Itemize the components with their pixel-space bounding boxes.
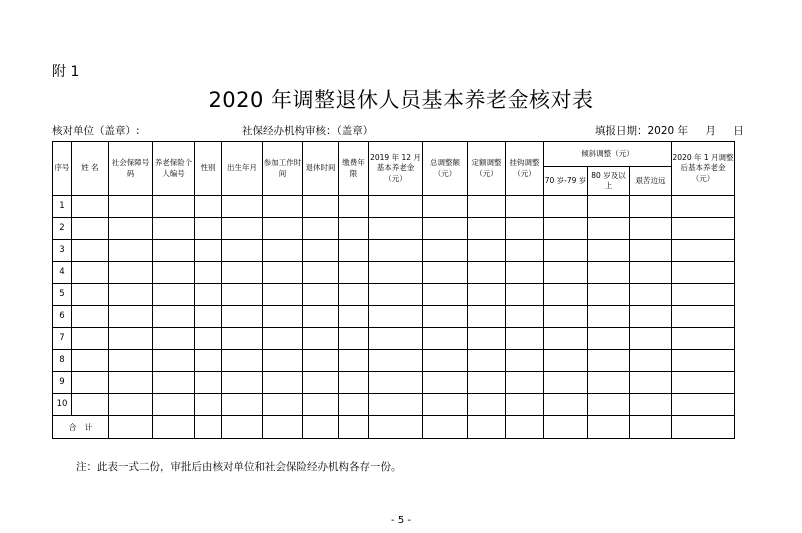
table-cell[interactable] <box>630 284 672 306</box>
table-cell[interactable] <box>195 394 222 416</box>
table-cell[interactable] <box>588 328 630 350</box>
table-cell[interactable] <box>423 262 468 284</box>
table-cell[interactable] <box>303 350 339 372</box>
table-cell[interactable] <box>153 196 195 218</box>
table-cell[interactable] <box>630 394 672 416</box>
table-cell[interactable] <box>303 284 339 306</box>
table-cell[interactable] <box>339 196 369 218</box>
table-cell[interactable] <box>109 350 153 372</box>
table-cell[interactable] <box>195 350 222 372</box>
total-cell[interactable] <box>369 416 423 439</box>
table-cell[interactable] <box>303 262 339 284</box>
table-cell[interactable] <box>630 306 672 328</box>
table-cell[interactable] <box>468 372 506 394</box>
date-label: 填报日期：2020 年 <box>595 125 689 137</box>
table-cell[interactable] <box>339 240 369 262</box>
table-cell[interactable] <box>630 218 672 240</box>
table-cell[interactable] <box>109 372 153 394</box>
table-row <box>53 262 735 284</box>
row-number: 5 <box>53 284 72 306</box>
header-name: 姓 名 <box>72 142 109 196</box>
table-cell[interactable] <box>672 350 735 372</box>
table-cell[interactable] <box>506 240 544 262</box>
table-cell[interactable] <box>544 240 588 262</box>
table-cell[interactable] <box>72 372 109 394</box>
table-cell[interactable] <box>630 196 672 218</box>
table-cell[interactable] <box>222 196 263 218</box>
table-cell[interactable] <box>109 306 153 328</box>
total-cell[interactable] <box>222 416 263 439</box>
table-cell[interactable] <box>222 240 263 262</box>
table-cell[interactable] <box>153 240 195 262</box>
row-number: 9 <box>53 372 72 394</box>
table-cell[interactable] <box>263 372 303 394</box>
table-cell[interactable] <box>468 240 506 262</box>
table-cell[interactable] <box>544 196 588 218</box>
header-linked-adjust: 挂钩调整（元） <box>506 142 544 196</box>
table-cell[interactable] <box>195 306 222 328</box>
table-cell[interactable] <box>339 306 369 328</box>
table-cell[interactable] <box>222 306 263 328</box>
table-cell[interactable] <box>423 284 468 306</box>
table-cell[interactable] <box>369 196 423 218</box>
table-cell[interactable] <box>588 350 630 372</box>
table-cell[interactable] <box>672 196 735 218</box>
table-cell[interactable] <box>588 394 630 416</box>
header-pension-2020: 2020 年 1 月调整后基本养老金（元） <box>672 142 735 196</box>
table-cell[interactable] <box>109 240 153 262</box>
total-cell[interactable] <box>423 416 468 439</box>
table-row <box>53 350 735 372</box>
table-cell[interactable] <box>468 394 506 416</box>
table-cell[interactable] <box>369 372 423 394</box>
header-pension-2019: 2019 年 12 月基本养老金（元） <box>369 142 423 196</box>
table-cell[interactable] <box>72 262 109 284</box>
table-cell[interactable] <box>468 196 506 218</box>
unit-label: 核对单位（盖章）: <box>52 125 140 137</box>
table-cell[interactable] <box>109 218 153 240</box>
table-cell[interactable] <box>153 218 195 240</box>
table-cell[interactable] <box>423 306 468 328</box>
table-cell[interactable] <box>544 350 588 372</box>
table-cell[interactable] <box>109 328 153 350</box>
table-row <box>53 372 735 394</box>
total-cell[interactable] <box>672 416 735 439</box>
total-cell[interactable] <box>195 416 222 439</box>
total-cell[interactable] <box>506 416 544 439</box>
table-cell[interactable] <box>588 240 630 262</box>
table-cell[interactable] <box>672 328 735 350</box>
total-cell[interactable] <box>109 416 153 439</box>
table-cell[interactable] <box>506 394 544 416</box>
table-cell[interactable] <box>506 306 544 328</box>
total-cell[interactable] <box>468 416 506 439</box>
table-cell[interactable] <box>672 394 735 416</box>
table-cell[interactable] <box>303 328 339 350</box>
total-cell[interactable] <box>544 416 588 439</box>
table-cell[interactable] <box>672 284 735 306</box>
table-cell[interactable] <box>222 372 263 394</box>
row-number: 2 <box>53 218 72 240</box>
page-number: - 5 - <box>391 515 411 526</box>
table-cell[interactable] <box>339 262 369 284</box>
table-cell[interactable] <box>72 328 109 350</box>
table-cell[interactable] <box>672 372 735 394</box>
row-number: 4 <box>53 262 72 284</box>
row-number: 3 <box>53 240 72 262</box>
table-cell[interactable] <box>588 284 630 306</box>
table-row <box>53 218 735 240</box>
table-cell[interactable] <box>195 196 222 218</box>
table-cell[interactable] <box>263 196 303 218</box>
table-cell[interactable] <box>544 284 588 306</box>
table-cell[interactable] <box>369 262 423 284</box>
table-cell[interactable] <box>303 394 339 416</box>
table-cell[interactable] <box>263 394 303 416</box>
table-cell[interactable] <box>72 306 109 328</box>
table-cell[interactable] <box>672 218 735 240</box>
table-cell[interactable] <box>195 284 222 306</box>
header-ss-code: 社会保障号码 <box>109 142 153 196</box>
table-cell[interactable] <box>339 284 369 306</box>
table-cell[interactable] <box>588 372 630 394</box>
table-row <box>53 328 735 350</box>
table-cell[interactable] <box>630 328 672 350</box>
review-label: 社保经办机构审核：（盖章） <box>242 125 374 137</box>
month-label: 月 <box>705 125 716 137</box>
table-cell[interactable] <box>339 328 369 350</box>
total-cell[interactable] <box>303 416 339 439</box>
table-row <box>53 196 735 218</box>
table-cell[interactable] <box>506 218 544 240</box>
table-cell[interactable] <box>263 262 303 284</box>
row-number: 7 <box>53 328 72 350</box>
table-cell[interactable] <box>672 262 735 284</box>
table-row <box>53 284 735 306</box>
table-cell[interactable] <box>109 394 153 416</box>
total-cell[interactable] <box>263 416 303 439</box>
table-cell[interactable] <box>468 306 506 328</box>
header-remote: 艰苦边远 <box>630 167 672 196</box>
table-cell[interactable] <box>369 284 423 306</box>
table-cell[interactable] <box>468 284 506 306</box>
table-cell[interactable] <box>195 240 222 262</box>
table-cell[interactable] <box>544 372 588 394</box>
table-cell[interactable] <box>369 394 423 416</box>
table-cell[interactable] <box>153 262 195 284</box>
row-number: 10 <box>53 394 72 416</box>
table-cell[interactable] <box>303 196 339 218</box>
total-label: 合 计 <box>53 416 109 439</box>
table-cell[interactable] <box>588 262 630 284</box>
table-cell[interactable] <box>468 328 506 350</box>
table-cell[interactable] <box>263 218 303 240</box>
table-cell[interactable] <box>222 350 263 372</box>
header-seq: 序号 <box>53 142 72 196</box>
table-cell[interactable] <box>544 306 588 328</box>
table-cell[interactable] <box>506 328 544 350</box>
table-cell[interactable] <box>339 394 369 416</box>
table-cell[interactable] <box>672 306 735 328</box>
table-cell[interactable] <box>153 328 195 350</box>
table-cell[interactable] <box>544 262 588 284</box>
header-birth: 出生年月 <box>222 142 263 196</box>
table-cell[interactable] <box>72 284 109 306</box>
table-cell[interactable] <box>369 306 423 328</box>
table-cell[interactable] <box>423 372 468 394</box>
table-cell[interactable] <box>339 372 369 394</box>
row-number: 1 <box>53 196 72 218</box>
table-cell[interactable] <box>222 328 263 350</box>
table-cell[interactable] <box>423 196 468 218</box>
header-pension-id: 养老保险个人编号 <box>153 142 195 196</box>
table-cell[interactable] <box>263 350 303 372</box>
header-gender: 性别 <box>195 142 222 196</box>
table-cell[interactable] <box>222 218 263 240</box>
day-label: 日 <box>733 125 744 137</box>
header-total-adjust: 总调整额（元） <box>423 142 468 196</box>
table-cell[interactable] <box>468 218 506 240</box>
table-cell[interactable] <box>339 350 369 372</box>
total-row <box>53 416 735 439</box>
total-cell[interactable] <box>153 416 195 439</box>
table-cell[interactable] <box>423 218 468 240</box>
table-cell[interactable] <box>222 284 263 306</box>
table-cell[interactable] <box>672 240 735 262</box>
table-row <box>53 306 735 328</box>
table-cell[interactable] <box>369 218 423 240</box>
header-pay-years: 缴费年限 <box>339 142 369 196</box>
table-cell[interactable] <box>423 350 468 372</box>
table-cell[interactable] <box>109 262 153 284</box>
table-cell[interactable] <box>369 328 423 350</box>
table-cell[interactable] <box>468 262 506 284</box>
table-cell[interactable] <box>195 328 222 350</box>
header-row-top <box>53 142 735 167</box>
table-cell[interactable] <box>303 218 339 240</box>
row-number: 6 <box>53 306 72 328</box>
header-retire-time: 退休时间 <box>303 142 339 196</box>
table-cell[interactable] <box>195 262 222 284</box>
footnote: 注：此表一式二份，审批后由核对单位和社会保险经办机构各存一份。 <box>76 461 402 473</box>
table-cell[interactable] <box>544 394 588 416</box>
table-row <box>53 394 735 416</box>
table-cell[interactable] <box>72 394 109 416</box>
table-cell[interactable] <box>630 262 672 284</box>
table-cell[interactable] <box>263 240 303 262</box>
table-cell[interactable] <box>588 218 630 240</box>
table-cell[interactable] <box>544 218 588 240</box>
date-line <box>595 123 744 138</box>
table-row <box>53 240 735 262</box>
table-cell[interactable] <box>369 240 423 262</box>
table-cell[interactable] <box>468 350 506 372</box>
table-cell[interactable] <box>369 350 423 372</box>
header-tilt-adjust: 倾斜调整（元） <box>544 142 672 167</box>
table-cell[interactable] <box>109 196 153 218</box>
table-cell[interactable] <box>195 372 222 394</box>
page-title: 2020 年调整退休人员基本养老金核对表 <box>208 88 594 112</box>
header-age-80-plus: 80 岁及以上 <box>588 167 630 196</box>
table-cell[interactable] <box>339 218 369 240</box>
table-body <box>53 196 735 416</box>
table-cell[interactable] <box>588 306 630 328</box>
table-cell[interactable] <box>72 218 109 240</box>
table-cell[interactable] <box>109 284 153 306</box>
table-cell[interactable] <box>630 372 672 394</box>
table-cell[interactable] <box>222 394 263 416</box>
total-cell[interactable] <box>630 416 672 439</box>
total-cell[interactable] <box>339 416 369 439</box>
table-cell[interactable] <box>506 262 544 284</box>
table-cell[interactable] <box>423 240 468 262</box>
table-cell[interactable] <box>303 306 339 328</box>
table-cell[interactable] <box>195 218 222 240</box>
table-cell[interactable] <box>72 196 109 218</box>
table-cell[interactable] <box>506 350 544 372</box>
table-cell[interactable] <box>153 284 195 306</box>
table-cell[interactable] <box>506 284 544 306</box>
pension-check-table <box>52 141 735 439</box>
table-cell[interactable] <box>263 328 303 350</box>
table-cell[interactable] <box>72 240 109 262</box>
table-cell[interactable] <box>263 306 303 328</box>
table-cell[interactable] <box>153 372 195 394</box>
table-cell[interactable] <box>630 350 672 372</box>
table-cell[interactable] <box>303 240 339 262</box>
table-cell[interactable] <box>222 262 263 284</box>
table-cell[interactable] <box>153 350 195 372</box>
header-work-start: 参加工作时间 <box>263 142 303 196</box>
table-cell[interactable] <box>506 196 544 218</box>
table-cell[interactable] <box>423 328 468 350</box>
table-cell[interactable] <box>423 394 468 416</box>
table-cell[interactable] <box>72 350 109 372</box>
table-cell[interactable] <box>153 306 195 328</box>
table-cell[interactable] <box>153 394 195 416</box>
table-cell[interactable] <box>588 196 630 218</box>
attachment-label: 附 1 <box>52 64 80 80</box>
table-cell[interactable] <box>263 284 303 306</box>
table-cell[interactable] <box>630 240 672 262</box>
header-age-70-79: 70 岁-79 岁 <box>544 167 588 196</box>
table-cell[interactable] <box>544 328 588 350</box>
total-cell[interactable] <box>588 416 630 439</box>
table-cell[interactable] <box>303 372 339 394</box>
table-cell[interactable] <box>506 372 544 394</box>
row-number: 8 <box>53 350 72 372</box>
header-fixed-adjust: 定额调整（元） <box>468 142 506 196</box>
